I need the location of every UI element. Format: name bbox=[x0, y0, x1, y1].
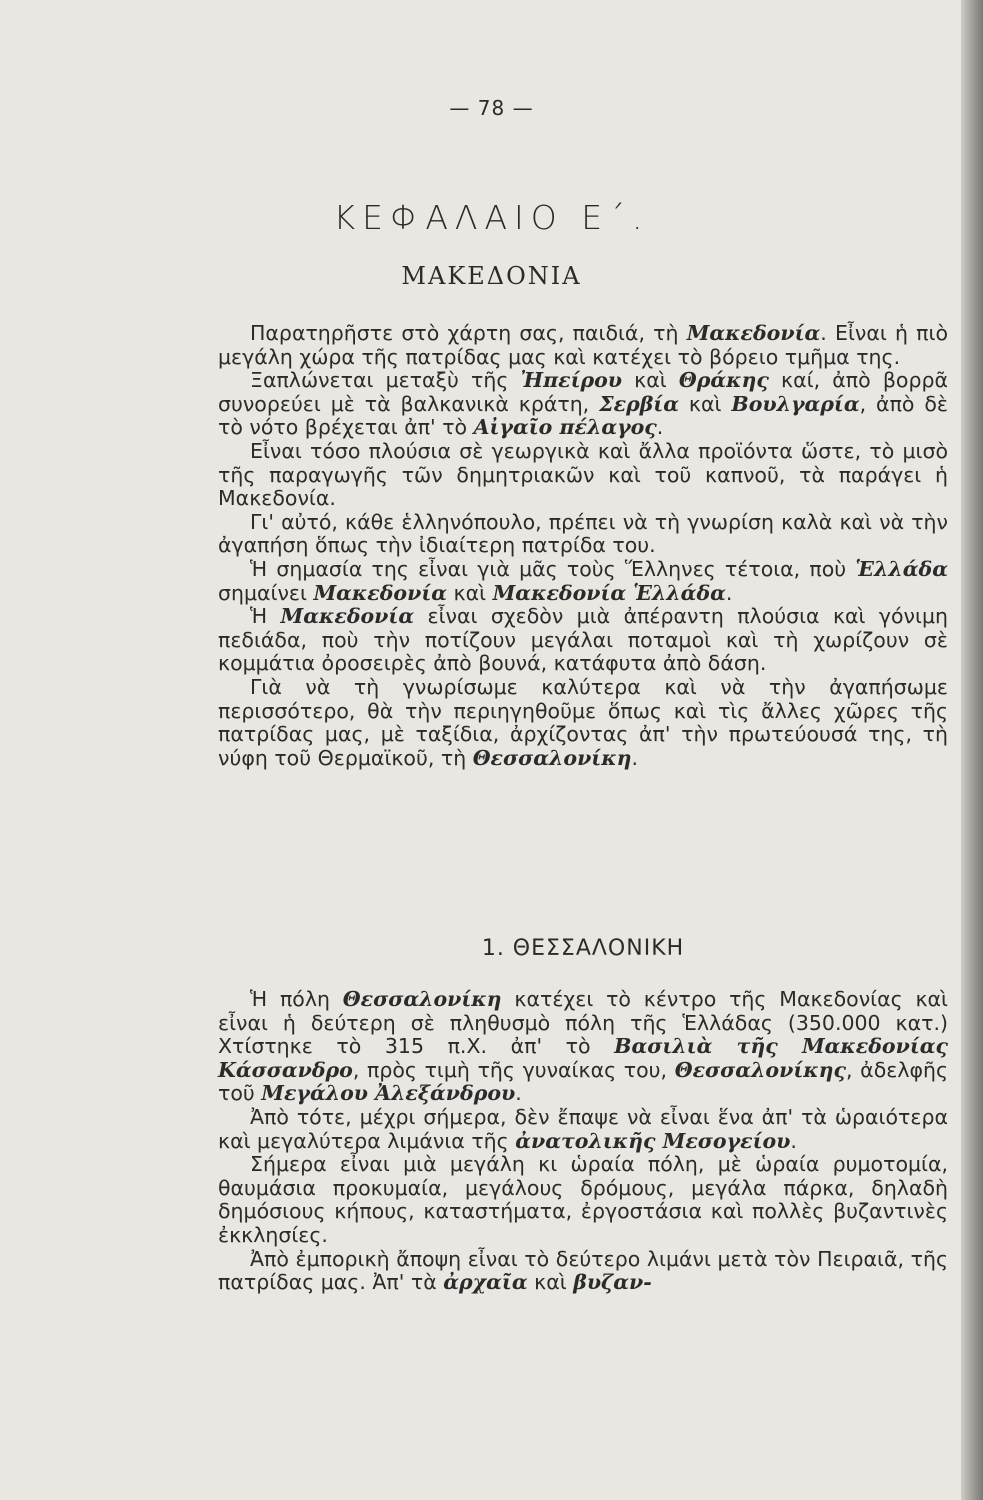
emphasized-text: Αἰγαῖο πέλαγος bbox=[473, 415, 657, 440]
paragraph bbox=[218, 369, 948, 440]
paragraph bbox=[218, 511, 948, 558]
body-text: σημαίνει bbox=[218, 580, 314, 605]
body-text: καὶ bbox=[527, 1270, 574, 1295]
body-text: καὶ bbox=[679, 391, 732, 416]
body-text: . Εἶναι ἡ πιὸ μεγάλη χώρα τῆς πατρίδας μας καὶ κατέχει τὸ βόρειο τμῆμα της. bbox=[218, 321, 948, 369]
paragraph bbox=[218, 1153, 948, 1247]
body-text: , ἀδελφῆς τοῦ bbox=[218, 1057, 948, 1106]
body-text: , ἀπὸ δὲ τὸ νότο βρέχεται ἀπ' τὸ bbox=[218, 391, 948, 440]
emphasized-text: Θράκης bbox=[678, 368, 769, 393]
emphasized-text: Σερβία bbox=[599, 391, 680, 416]
emphasized-text: Μακεδονία bbox=[686, 321, 821, 345]
body-text: Παρατηρῆστε στὸ χάρτη σας, παιδιά, τὴ bbox=[250, 321, 687, 345]
body-text: , πρὸς τιμὴ τῆς γυναίκας του, bbox=[352, 1057, 675, 1082]
body-text: καί, ἀπὸ βορρᾶ συνορεύει μὲ τὰ βαλκανικὰ κράτη, bbox=[218, 368, 948, 416]
emphasized-text: Βασιλιὰ τῆς Μακεδονίας Κάσσανδρο bbox=[218, 1034, 949, 1082]
emphasized-text: Βουλγαρία bbox=[731, 391, 860, 416]
paragraph bbox=[218, 988, 948, 1106]
page-number: — 78 — bbox=[449, 96, 534, 120]
body-text: Ἡ σημασία της εἶναι γιὰ μᾶς τοὺς Ἕλληνες τέτοια, ποὺ bbox=[250, 556, 856, 581]
chapter-heading: ΚΕΦΑΛΑΙΟ Ε΄. bbox=[333, 198, 650, 237]
body-text: εἶναι σχεδὸν μιὰ ἀπέραντη πλούσια καὶ γόνιμη πεδιάδα, ποὺ τὴν ποτίζουν μεγάλαι ποταμοὶ καὶ τὴ χωρίζουν σὲ κομμάτια ὀροσειρὲς ἀπὸ βουνά, κατάφυτα ἀπὸ δάση. bbox=[218, 604, 948, 676]
body-text: Γι' αὐτό, κάθε ἑλληνόπουλο, πρέπει νὰ τὴ γνωρίση καλὰ καὶ νὰ τὴν ἀγαπήση ὅπως τὴν ἰδιαίτερη πατρίδα του. bbox=[218, 509, 948, 558]
body-text: . bbox=[515, 1081, 522, 1106]
paragraph bbox=[218, 676, 948, 770]
emphasized-text: ἀνατολικῆς Μεσογείου bbox=[515, 1128, 791, 1153]
body-text: Ἀπὸ τότε, μέχρι σήμερα, δὲν ἔπαψε νὰ εἶναι ἕνα ἀπ' τὰ ὡραιότερα καὶ μεγαλύτερα λιμάνια τῆς bbox=[218, 1104, 948, 1153]
paragraph bbox=[218, 1248, 948, 1295]
paragraph bbox=[218, 440, 948, 511]
emphasized-text: βυζαν- bbox=[573, 1270, 652, 1295]
paragraph bbox=[218, 605, 948, 676]
body-text: Ἡ bbox=[250, 604, 281, 629]
body-text: Γιὰ νὰ τὴ γνωρίσωμε καλύτερα καὶ νὰ τὴν ἀγαπήσωμε περισσότερο, θὰ τὴν περιηγηθοῦμε ὅπως καὶ τὶς ἄλλες χῶρες τῆς πατρίδας μας, μὲ ταξίδια, ἀρχίζοντας ἀπ' τὴν πρωτεύουσά της, τὴ νύφη τοῦ Θερμαϊκοῦ, τὴ bbox=[218, 674, 948, 770]
emphasized-text: Θεσσαλονίκης bbox=[674, 1057, 846, 1082]
body-text: . bbox=[631, 745, 639, 770]
body-text: Εἶναι τόσο πλούσια σὲ γεωργικὰ καὶ ἄλλα προϊόντα ὥστε, τὸ μισὸ τῆς παραγωγῆς τῶν δημητριακῶν καὶ τοῦ καπνοῦ, τὰ παράγει ἡ Μακεδονία. bbox=[218, 438, 948, 511]
body-text: κατέχει τὸ κέντρο τῆς Μακεδονίας καὶ εἶναι ἡ δεύτερη σὲ πληθυσμὸ πόλη τῆς Ἑλλάδας (350.000 κατ.) Χτίστηκε τὸ 315 π.Χ. ἀπ' τὸ bbox=[218, 987, 948, 1059]
body-text: Σήμερα εἶναι μιὰ μεγάλη κι ὡραία πόλη, μὲ ὡραία ρυμοτομία, θαυμάσια προκυμαία, μεγάλους δρόμους, μεγάλα πάρκα, δηλαδὴ δημόσιους κήπους, καταστήματα, ἐργοστάσια καὶ πολλὲς βυζαντινὲς ἐκκλησίες. bbox=[218, 1152, 948, 1247]
body-text: Ξαπλώνεται μεταξὺ τῆς bbox=[250, 368, 521, 393]
body-text: . bbox=[656, 415, 664, 440]
emphasized-text: ἀρχαῖα bbox=[443, 1270, 528, 1295]
paragraph bbox=[218, 1106, 948, 1153]
body-text: Ἀπὸ ἐμπορικὴ ἄποψη εἶναι τὸ δεύτερο λιμάνι μετὰ τὸν Πειραιᾶ, τῆς πατρίδας μας. Ἀπ' τὰ bbox=[218, 1246, 948, 1295]
paragraph bbox=[218, 558, 948, 605]
section-heading: 1. ΘΕΣΣΑΛΟΝΙΚΗ bbox=[481, 936, 685, 961]
emphasized-text: Ἠπείρου bbox=[520, 368, 623, 393]
emphasized-text: Μεγάλου Ἀλεξάνδρου bbox=[261, 1081, 516, 1106]
thessaloniki-text bbox=[218, 988, 948, 1295]
body-text: καὶ bbox=[447, 580, 493, 605]
emphasized-text: Ἑλλάδα bbox=[855, 556, 948, 581]
body-text: . bbox=[725, 580, 733, 605]
chapter-subtitle: ΜΑΚΕΔΟΝΙΑ bbox=[401, 262, 582, 290]
emphasized-text: Θεσσαλονίκη bbox=[342, 987, 502, 1011]
emphasized-text: Θεσσαλονίκη bbox=[472, 745, 632, 770]
paragraph bbox=[218, 322, 948, 369]
emphasized-text: Μακεδονία bbox=[313, 580, 448, 605]
emphasized-text: Μακεδονία bbox=[280, 604, 415, 629]
body-text: Ἡ πόλη bbox=[250, 987, 343, 1011]
body-text: . bbox=[790, 1128, 797, 1153]
intro-text bbox=[218, 322, 948, 770]
body-text: καὶ bbox=[622, 368, 679, 393]
emphasized-text: Μακεδονία Ἑλλάδα bbox=[492, 580, 726, 605]
